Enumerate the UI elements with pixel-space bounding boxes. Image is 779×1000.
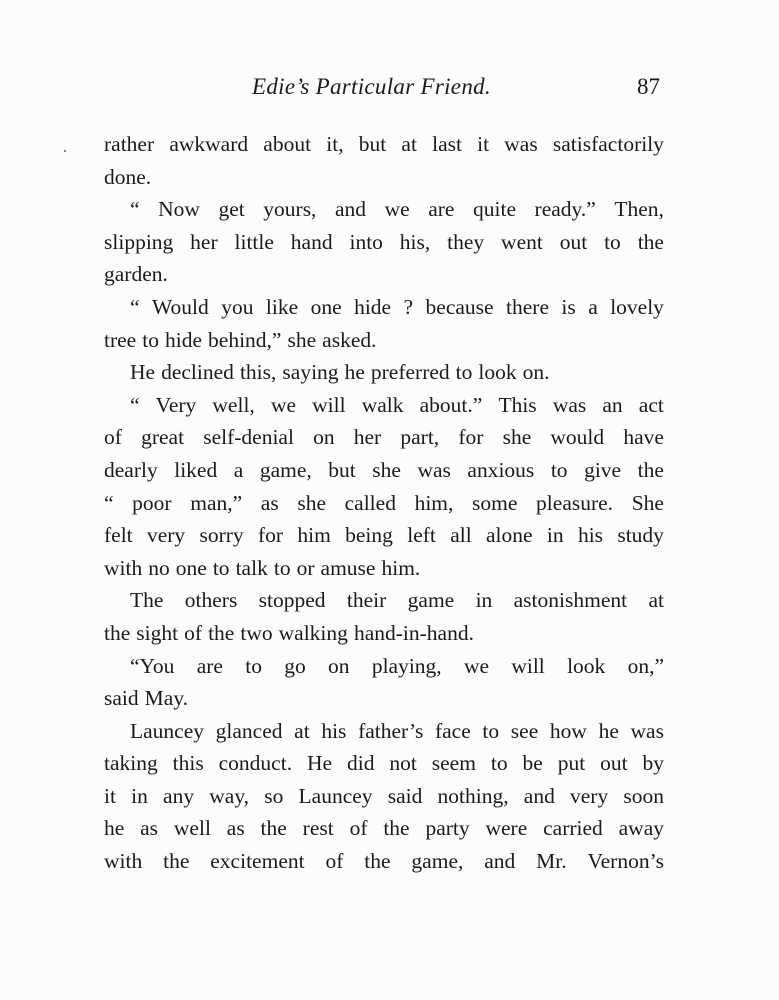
word: satisfactorily bbox=[552, 132, 664, 156]
word: She bbox=[631, 490, 664, 515]
word: sorry bbox=[199, 523, 244, 548]
word: nothing, bbox=[437, 783, 509, 808]
word: he bbox=[344, 360, 365, 385]
word: Very bbox=[155, 392, 197, 417]
word: him bbox=[297, 523, 331, 548]
word: anxious bbox=[467, 457, 535, 482]
word: preferred bbox=[370, 360, 450, 385]
word: was bbox=[504, 132, 538, 156]
word: with bbox=[104, 555, 143, 580]
word: be bbox=[522, 751, 543, 776]
word: give bbox=[584, 457, 622, 482]
word: seem bbox=[431, 751, 476, 776]
word: about.” bbox=[419, 392, 483, 417]
word: ready.” bbox=[534, 197, 596, 222]
word: will bbox=[312, 392, 346, 417]
word: liked bbox=[174, 457, 218, 482]
word: well bbox=[173, 816, 211, 841]
text-line bbox=[104, 226, 664, 259]
word: was bbox=[417, 457, 451, 482]
word: slipping bbox=[104, 229, 174, 254]
word: but bbox=[358, 132, 387, 156]
word: felt bbox=[104, 523, 133, 548]
word: tree bbox=[104, 327, 137, 352]
word: we bbox=[384, 197, 410, 222]
word: of bbox=[349, 816, 368, 841]
word: hand-in-hand. bbox=[353, 620, 474, 645]
word: with bbox=[104, 849, 143, 874]
word: the bbox=[208, 620, 235, 645]
word: playing, bbox=[371, 653, 442, 678]
word: are bbox=[196, 653, 223, 678]
word: she bbox=[372, 457, 401, 482]
word: all bbox=[450, 523, 472, 548]
word: very bbox=[146, 523, 186, 548]
word: quite bbox=[473, 197, 516, 222]
word: look bbox=[478, 360, 517, 385]
word: taking bbox=[104, 751, 158, 776]
word: to bbox=[142, 327, 159, 352]
word: hand bbox=[290, 229, 333, 254]
word: it, bbox=[326, 132, 344, 156]
word: an bbox=[602, 392, 623, 417]
word: little bbox=[234, 229, 274, 254]
text-line bbox=[104, 845, 664, 878]
word: his bbox=[577, 523, 604, 548]
word: it bbox=[477, 132, 490, 156]
word: the bbox=[637, 457, 664, 482]
word: to bbox=[455, 360, 473, 385]
word: him. bbox=[381, 555, 421, 580]
text-line bbox=[104, 193, 664, 226]
word: hide bbox=[164, 327, 203, 352]
word: we bbox=[463, 653, 490, 678]
word: game, bbox=[411, 849, 464, 874]
word: to bbox=[273, 555, 291, 580]
word: she bbox=[287, 327, 317, 352]
word: of bbox=[104, 425, 122, 450]
word: but bbox=[328, 457, 356, 482]
word: of bbox=[325, 849, 344, 874]
text-line bbox=[104, 454, 664, 487]
word: and bbox=[334, 197, 367, 222]
text-line bbox=[104, 747, 664, 780]
word: the bbox=[260, 816, 287, 841]
word: “ bbox=[130, 197, 140, 222]
body-text bbox=[104, 128, 664, 878]
word: and bbox=[523, 783, 555, 808]
word: his, bbox=[399, 229, 431, 254]
text-line bbox=[104, 128, 664, 161]
word: called bbox=[344, 490, 396, 515]
word: pleasure. bbox=[536, 490, 614, 515]
word: see bbox=[510, 718, 539, 743]
word: rest bbox=[302, 816, 334, 841]
word: two bbox=[240, 620, 273, 645]
word: man,” bbox=[190, 490, 243, 515]
word: Launcey bbox=[130, 718, 205, 743]
word: part, bbox=[400, 425, 440, 450]
word: the bbox=[104, 620, 131, 645]
word: walking bbox=[278, 620, 348, 645]
word: because bbox=[425, 294, 494, 319]
word: was bbox=[630, 718, 664, 743]
word: yours, bbox=[263, 197, 317, 222]
word: no bbox=[148, 555, 170, 580]
word: “You bbox=[130, 653, 175, 678]
word: to bbox=[604, 229, 621, 254]
word: others bbox=[184, 588, 238, 613]
word: would bbox=[550, 425, 605, 450]
word: were bbox=[485, 816, 528, 841]
word: out bbox=[559, 229, 588, 254]
word: as bbox=[226, 816, 245, 841]
word: in bbox=[475, 588, 493, 613]
word: of bbox=[184, 620, 203, 645]
word: game, bbox=[259, 457, 312, 482]
word: Launcey bbox=[298, 783, 373, 808]
word: she bbox=[297, 490, 326, 515]
word: to bbox=[490, 751, 508, 776]
word: by bbox=[642, 751, 664, 776]
word: as bbox=[140, 816, 159, 841]
word: soon bbox=[623, 783, 664, 808]
word: it bbox=[104, 783, 116, 808]
word: we bbox=[270, 392, 297, 417]
word: so bbox=[264, 783, 284, 808]
word: and bbox=[484, 849, 516, 874]
word: Vernon’s bbox=[587, 849, 664, 874]
word: some bbox=[472, 490, 518, 515]
word: away bbox=[618, 816, 664, 841]
word: one bbox=[175, 555, 207, 580]
word: the bbox=[163, 849, 190, 874]
word: party bbox=[425, 816, 470, 841]
word: hide bbox=[354, 294, 392, 319]
word: very bbox=[570, 783, 609, 808]
word: for bbox=[257, 523, 284, 548]
word: great bbox=[141, 425, 185, 450]
word: The bbox=[130, 588, 164, 613]
word: on,” bbox=[627, 653, 664, 678]
text-line bbox=[104, 324, 664, 357]
text-line bbox=[104, 487, 664, 520]
word: the bbox=[637, 229, 664, 254]
word: study bbox=[617, 523, 664, 548]
word: how bbox=[549, 718, 587, 743]
word: his bbox=[321, 718, 347, 743]
word: this bbox=[172, 751, 204, 776]
word: done. bbox=[104, 164, 152, 189]
word: said bbox=[104, 686, 139, 711]
word: on bbox=[328, 653, 350, 678]
word: he bbox=[598, 718, 619, 743]
text-line bbox=[104, 161, 664, 194]
word: “ bbox=[104, 490, 114, 515]
word: last bbox=[432, 132, 462, 156]
text-line bbox=[104, 812, 664, 845]
word: ? bbox=[403, 294, 414, 319]
word: or bbox=[296, 555, 315, 580]
word: Would bbox=[151, 294, 209, 319]
word: “ bbox=[130, 392, 140, 417]
word: did bbox=[346, 751, 375, 776]
word: their bbox=[346, 588, 387, 613]
word: go bbox=[284, 653, 306, 678]
word: like bbox=[265, 294, 299, 319]
word: to bbox=[245, 653, 262, 678]
text-line bbox=[104, 682, 664, 715]
word: look bbox=[567, 653, 606, 678]
word: act bbox=[638, 392, 664, 417]
text-line bbox=[104, 715, 664, 748]
text-line bbox=[104, 421, 664, 454]
word: into bbox=[349, 229, 383, 254]
word: walk bbox=[361, 392, 404, 417]
word: they bbox=[447, 229, 485, 254]
word: a bbox=[233, 457, 244, 482]
text-line bbox=[104, 617, 664, 650]
word: him, bbox=[414, 490, 454, 515]
text-line bbox=[104, 356, 664, 389]
word: He bbox=[130, 360, 156, 385]
word: lovely bbox=[610, 294, 664, 319]
word: the bbox=[364, 849, 391, 874]
word: way, bbox=[209, 783, 250, 808]
page-number: 87 bbox=[637, 74, 660, 99]
word: at bbox=[294, 718, 310, 743]
word: glanced bbox=[215, 718, 283, 743]
running-title: Edie’s Particular Friend. bbox=[252, 74, 491, 99]
word: you bbox=[221, 294, 254, 319]
word: well, bbox=[212, 392, 255, 417]
word: he bbox=[104, 816, 125, 841]
word: said bbox=[387, 783, 423, 808]
word: in bbox=[546, 523, 564, 548]
word: in bbox=[131, 783, 148, 808]
word: Now bbox=[158, 197, 200, 222]
word: saying bbox=[282, 360, 339, 385]
word: left bbox=[407, 523, 436, 548]
word: a bbox=[588, 294, 598, 319]
word: May. bbox=[144, 686, 189, 711]
word: poor bbox=[132, 490, 172, 515]
word: are bbox=[428, 197, 455, 222]
word: out bbox=[600, 751, 628, 776]
word: Mr. bbox=[536, 849, 567, 874]
word: father’s bbox=[358, 718, 424, 743]
word: Then, bbox=[614, 197, 664, 222]
word: He bbox=[306, 751, 333, 776]
word: there bbox=[506, 294, 549, 319]
word: for bbox=[458, 425, 484, 450]
word: get bbox=[218, 197, 245, 222]
word: is bbox=[561, 294, 576, 319]
word: being bbox=[345, 523, 393, 548]
word: sight bbox=[136, 620, 179, 645]
text-line bbox=[104, 258, 664, 291]
word: rather bbox=[104, 132, 155, 156]
word: awkward bbox=[169, 132, 249, 156]
word: garden. bbox=[104, 262, 168, 287]
word: to bbox=[550, 457, 568, 482]
text-line bbox=[104, 552, 664, 585]
word: asked. bbox=[322, 327, 377, 352]
word: alone bbox=[486, 523, 533, 548]
word: went bbox=[501, 229, 543, 254]
word: “ bbox=[130, 294, 140, 319]
word: have bbox=[623, 425, 664, 450]
word: she bbox=[502, 425, 532, 450]
word: carried bbox=[543, 816, 603, 841]
word: this, bbox=[239, 360, 277, 385]
word: talk bbox=[235, 555, 268, 580]
word: on. bbox=[522, 360, 550, 385]
text-line bbox=[104, 291, 664, 324]
word: was bbox=[552, 392, 587, 417]
word: about bbox=[263, 132, 312, 156]
word: This bbox=[498, 392, 537, 417]
word: to bbox=[212, 555, 230, 580]
paper-speck bbox=[64, 150, 66, 152]
word: astonishment bbox=[513, 588, 628, 613]
word: one bbox=[310, 294, 342, 319]
word: her bbox=[190, 229, 218, 254]
text-line bbox=[104, 519, 664, 552]
word: self-denial bbox=[203, 425, 294, 450]
word: excitement bbox=[210, 849, 305, 874]
word: not bbox=[389, 751, 417, 776]
page-header bbox=[104, 74, 664, 104]
word: at bbox=[648, 588, 664, 613]
text-line bbox=[104, 584, 664, 617]
text-line bbox=[104, 389, 664, 422]
word: the bbox=[383, 816, 410, 841]
word: on bbox=[313, 425, 335, 450]
word: will bbox=[511, 653, 545, 678]
text-line bbox=[104, 650, 664, 683]
text-line bbox=[104, 780, 664, 813]
word: amuse bbox=[320, 555, 376, 580]
word: at bbox=[401, 132, 417, 156]
word: behind,” bbox=[208, 327, 282, 352]
word: game bbox=[407, 588, 455, 613]
word: as bbox=[260, 490, 279, 515]
word: declined bbox=[161, 360, 234, 385]
word: dearly bbox=[104, 457, 158, 482]
word: conduct. bbox=[218, 751, 293, 776]
word: to bbox=[482, 718, 500, 743]
word: face bbox=[434, 718, 471, 743]
word: put bbox=[557, 751, 586, 776]
word: any bbox=[163, 783, 195, 808]
word: stopped bbox=[258, 588, 326, 613]
word: her bbox=[353, 425, 382, 450]
